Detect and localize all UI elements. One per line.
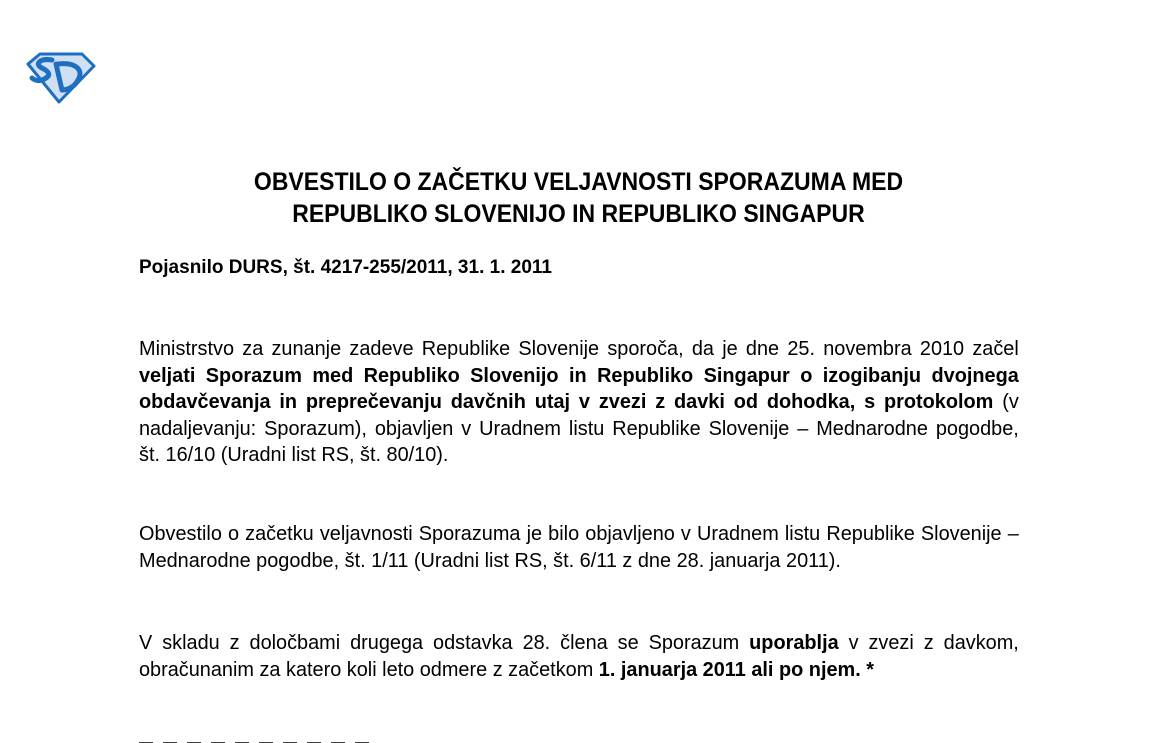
document-title <box>46 166 1110 230</box>
p2-text-1: Obvestilo o začetku veljavnosti Sporazuma je bilo objavljeno v Uradnem listu Republike Slovenije – Mednarodne pogodbe, št. 1/11 (Uradni list RS, št. 6/11 z dne 28. januarja 2011). <box>139 522 1019 572</box>
paragraph-2 <box>139 521 1019 574</box>
title-line-1: OBVESTILO O ZAČETKU VELJAVNOSTI SPORAZUMA MED <box>253 168 904 196</box>
p1-text-2: (v nadaljevanju: Sporazum), objavljen v Uradnem listu Republike Slovenije – Mednarodne pogodbe, št. 16/10 (Uradni list RS, št. 80/10). <box>139 390 1019 466</box>
p3-text-2: v zvezi z davkom, obračunanim za katero koli leto odmere z začetkom <box>139 631 1019 681</box>
document-subtitle: Pojasnilo DURS, št. 4217-255/2011, 31. 1. 2011 <box>139 257 552 278</box>
p3-bold-2: 1. januarja 2011 ali po njem. * <box>598 657 875 681</box>
sd-logo <box>22 50 96 104</box>
paragraph-3 <box>139 630 1019 683</box>
p1-bold-1: veljati Sporazum med Republiko Slovenijo in Republiko Singapur o izogibanju dvojnega obdavčevanja in preprečevanju davčnih utaj v zvezi z davki od dohodka, s protokolom <box>139 363 1019 413</box>
clipped-footnote-line <box>139 733 399 743</box>
p1-text-1: Ministrstvo za zunanje zadeve Republike Slovenije sporoča, da je dne 25. novembra 2010 začel <box>139 337 1019 360</box>
p3-bold-1: uporablja <box>749 631 839 654</box>
paragraph-1 <box>139 336 1019 469</box>
title-line-2: REPUBLIKO SLOVENIJO IN REPUBLIKO SINGAPUR <box>292 200 865 228</box>
p3-text-1: V skladu z določbami drugega odstavka 28. člena se Sporazum <box>139 631 750 654</box>
